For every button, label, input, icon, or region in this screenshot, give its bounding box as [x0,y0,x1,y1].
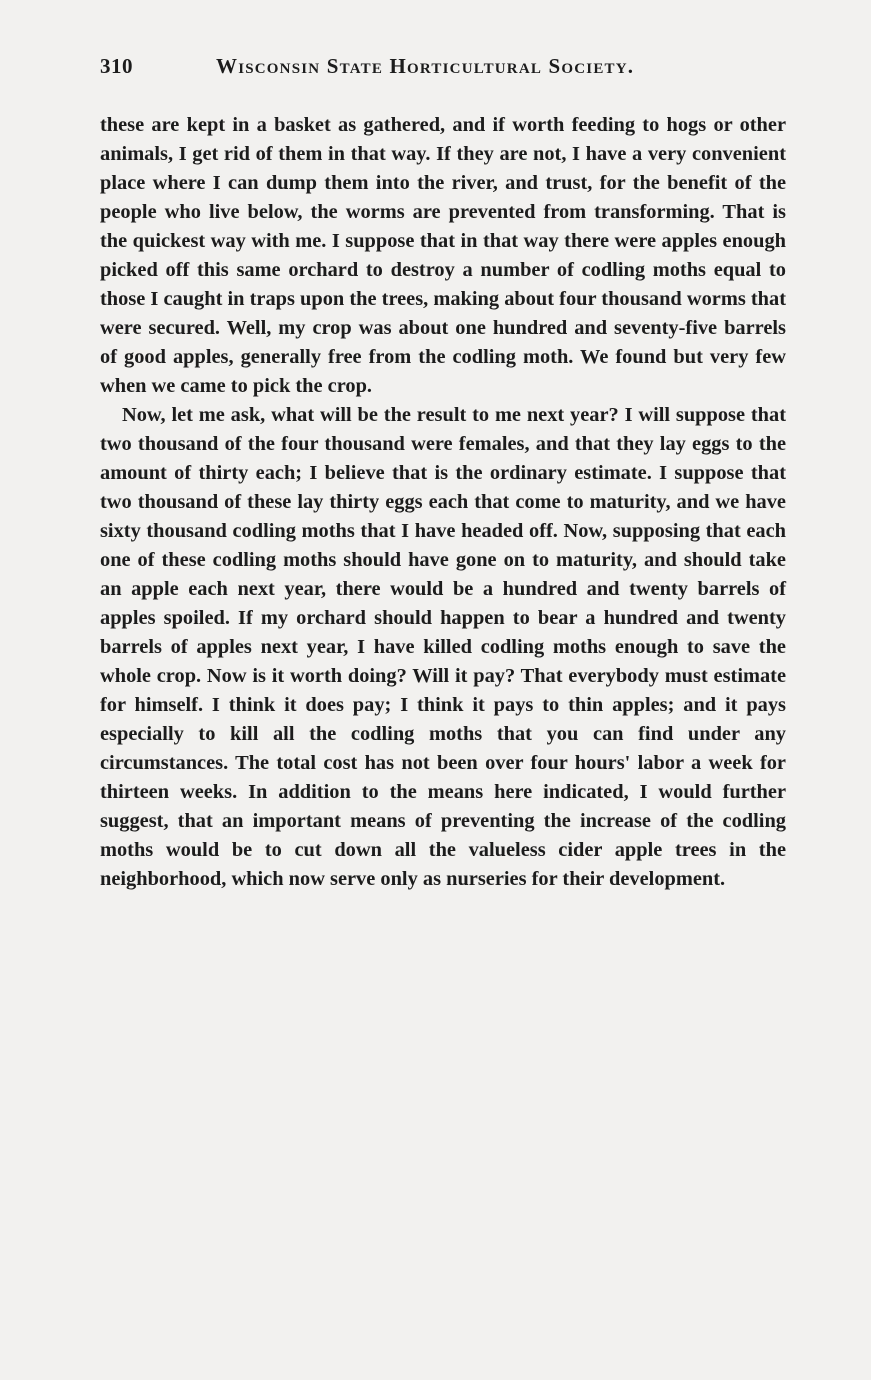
body-text [100,111,786,894]
running-head [100,54,786,84]
paragraph-2: Now, let me ask, what will be the result to me next year? I will suppose that two thousand of the four thousand were females, and that they lay eggs to the amount of thirty each; I believe that is the ordinary estimate. I suppose that two thousand of these lay thirty eggs each that come to maturity, and we have sixty thousand codling moths that I have headed off. Now, supposing that each one of these codling moths should have gone on to maturity, and should take an apple each next year, there would be a hundred and twenty barrels of apples spoiled. If my orchard should happen to bear a hundred and twenty barrels of apples next year, I have killed codling moths enough to save the whole crop. Now is it worth doing? Will it pay? That everybody must estimate for himself. I think it does pay; I think it pays to thin apples; and it pays especially to kill all the codling moths that you can find under any circumstances. The total cost has not been over four hours' labor a week for thirteen weeks. In addition to the means here indicated, I would further suggest, that an important means of preventing the increase of the codling moths would be to cut down all the valueless cider apple trees in the neighborhood, which now serve only as nurseries for their development. [100,404,786,890]
paragraph-1: these are kept in a basket as gathered, and if worth feeding to hogs or other animals, I get rid of them in that way. If they are not, I have a very convenient place where I can dump them into the river, and trust, for the benefit of the people who live below, the worms are prevented from transforming. That is the quickest way with me. I suppose that in that way there were apples enough picked off this same orchard to destroy a number of codling moths equal to those I caught in traps upon the trees, making about four thousand worms that were secured. Well, my crop was about one hundred and seventy-five barrels of good apples, generally free from the codling moth. We found but very few when we came to pick the crop. [100,114,786,397]
running-title: Wisconsin State Horticultural Society. [216,54,635,78]
page-number: 310 [100,54,133,78]
